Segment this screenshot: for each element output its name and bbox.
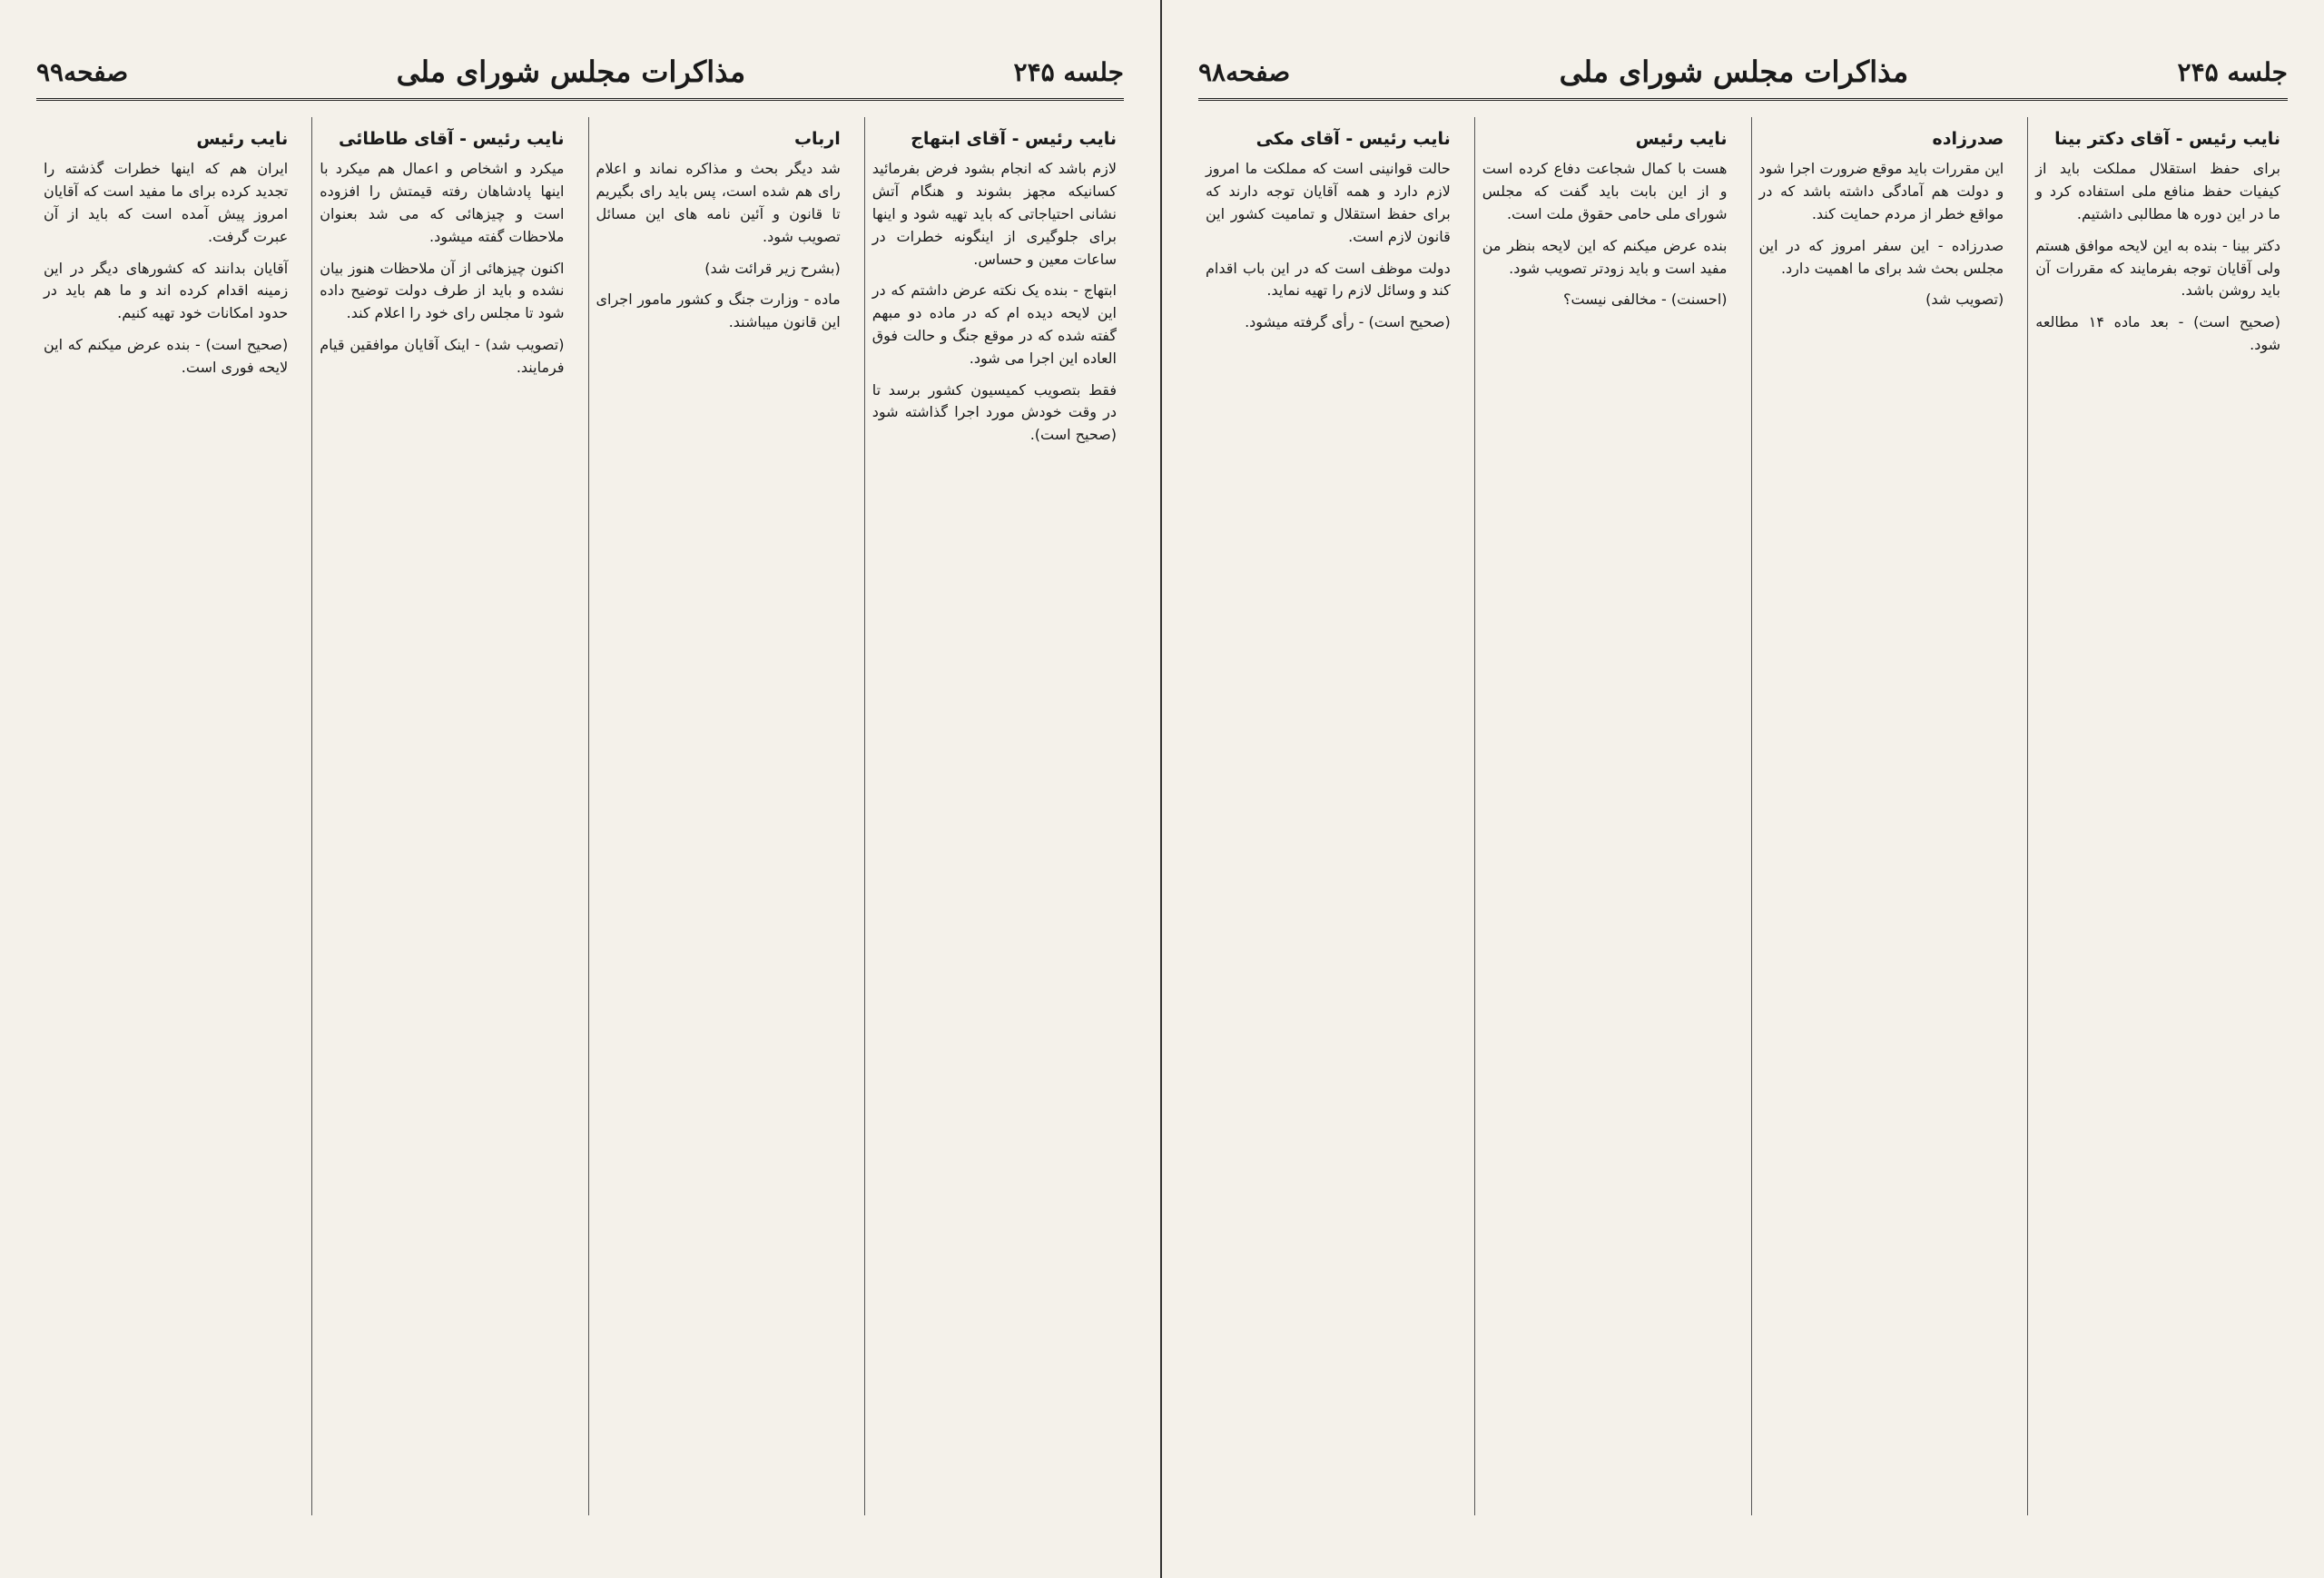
right-page [1162, 0, 2324, 1578]
right-session: جلسه ۲۴۵ [2177, 56, 2288, 87]
paragraph: هست با کمال شجاعت دفاع کرده است و از این بابت باید گفت که مجلس شورای ملی حامی حقوق ملت است. [1482, 160, 1728, 223]
paragraph: (تصویب شد) - اینک آقایان موافقین قیام فرمایند. [320, 336, 565, 376]
paragraph: صدرزاده - این سفر امروز که در این مجلس بحث شد برای ما اهمیت دارد. [1758, 236, 2004, 277]
speaker-heading: نایب رئیس [196, 129, 289, 149]
text-column [1751, 117, 2012, 1515]
paragraph: ماده - وزارت جنگ و کشور مامور اجرای این قانون میباشند. [596, 291, 841, 331]
paragraph: (بشرح زیر قرائت شد) [704, 259, 841, 277]
text-column [36, 117, 295, 1515]
paragraph: آقایان بدانند که کشورهای دیگر در این زمینه اقدام کرده اند و ما هم باید در حدود امکانات خود تهیه کنیم. [44, 259, 289, 322]
right-columns [1198, 117, 2288, 1515]
left-title: مذاکرات مجلس شورای ملی [396, 54, 746, 89]
paragraph: لازم باشد که انجام بشود فرض بفرمائید کسانیکه مجهز بشوند و هنگام آتش نشانی احتیاجاتی که باید تهیه شود و اینها برای جلوگیری از اینگونه خطرات در ساعات معین و حساس. [872, 160, 1117, 268]
left-columns [36, 117, 1124, 1515]
speaker-heading: نایب رئیس - آقای مکی [1256, 129, 1451, 149]
speaker-heading: نایب رئیس [1635, 129, 1728, 149]
speaker-heading: نایب رئیس - آقای دکتر بینا [2054, 129, 2280, 149]
paragraph: (تصویب شد) [1925, 291, 2004, 309]
right-page-header [1198, 54, 2288, 101]
text-column [588, 117, 848, 1515]
paragraph: (صحیح است) - رأی گرفته میشود. [1245, 313, 1451, 331]
paragraph: دولت موظف است که در این باب اقدام کند و وسائل لازم را تهیه نماید. [1206, 259, 1451, 300]
paragraph: اکنون چیزهائی از آن ملاحظات هنوز بیان نشده و باید از طرف دولت توضیح داده شود تا مجلس رای خود را اعلام کند. [320, 259, 565, 322]
paragraph: دکتر بینا - بنده به این لایحه موافق هستم ولی آقایان توجه بفرمایند که مقررات آن باید روشن باشد. [2035, 236, 2280, 300]
paragraph: ابتهاج - بنده یک نکته عرض داشتم که در این لایحه دیده ام که در ماده دو مبهم گفته شده که در موقع جنگ و حالت فوق العاده این اجرا می شود. [872, 281, 1117, 367]
right-title: مذاکرات مجلس شورای ملی [1559, 54, 1909, 89]
left-session: جلسه ۲۴۵ [1013, 56, 1124, 87]
paragraph: این مقررات باید موقع ضرورت اجرا شود و دولت هم آمادگی داشته باشد که در مواقع خطر از مردم حمایت کند. [1758, 160, 2004, 223]
speaker-heading: نایب رئیس - آقای ابتهاج [911, 129, 1117, 149]
speaker-heading: نایب رئیس - آقای طاطائی [339, 129, 565, 149]
text-column [864, 117, 1124, 1515]
text-column [1474, 117, 1735, 1515]
text-column [2027, 117, 2288, 1515]
right-page-number: صفحه۹۸ [1198, 56, 1291, 87]
left-page-number: صفحه۹۹ [36, 56, 129, 87]
paragraph: میکرد و اشخاص و اعمال هم میکرد با اینها پادشاهان رفته قیمتش را افزوده است و چیزهائی که می شد بعنوان ملاحظات گفته میشود. [320, 160, 565, 245]
paragraph: (صحیح است) - بعد ماده ۱۴ مطالعه شود. [2035, 313, 2281, 354]
paragraph: ایران هم که اینها خطرات گذشته را تجدید کرده برای ما مفید است که آقایان امروز پیش آمده است که باید از آن عبرت گرفت. [44, 160, 289, 245]
left-page-header [36, 54, 1124, 101]
paragraph: شد دیگر بحث و مذاکره نماند و اعلام رای هم شده است، پس باید رای بگیریم تا قانون و آئین نامه های این مسائل تصویب شود. [596, 160, 841, 245]
paragraph: (احسنت) - مخالفی نیست؟ [1563, 291, 1728, 309]
paragraph: برای حفظ استقلال مملکت باید از کیفیات حفظ منافع ملی استفاده کرد و ما در این دوره ها مطالبی داشتیم. [2035, 160, 2280, 223]
speaker-heading: صدرزاده [1932, 129, 2004, 149]
paragraph: بنده عرض میکنم که این لایحه بنظر من مفید است و باید زودتر تصویب شود. [1482, 236, 1728, 277]
paragraph: فقط بتصویب کمیسیون کشور برسد تا در وقت خودش مورد اجرا گذاشته شود (صحیح است). [872, 380, 1117, 444]
speaker-heading: ارباب [793, 129, 841, 149]
paragraph: (صحیح است) - بنده عرض میکنم که این لایحه فوری است. [44, 336, 289, 376]
paragraph: حالت قوانینی است که مملکت ما امروز لازم دارد و همه آقایان توجه دارند که برای حفظ استقلال و تمامیت کشور این قانون لازم است. [1206, 160, 1451, 245]
text-column [1198, 117, 1458, 1515]
text-column [311, 117, 571, 1515]
